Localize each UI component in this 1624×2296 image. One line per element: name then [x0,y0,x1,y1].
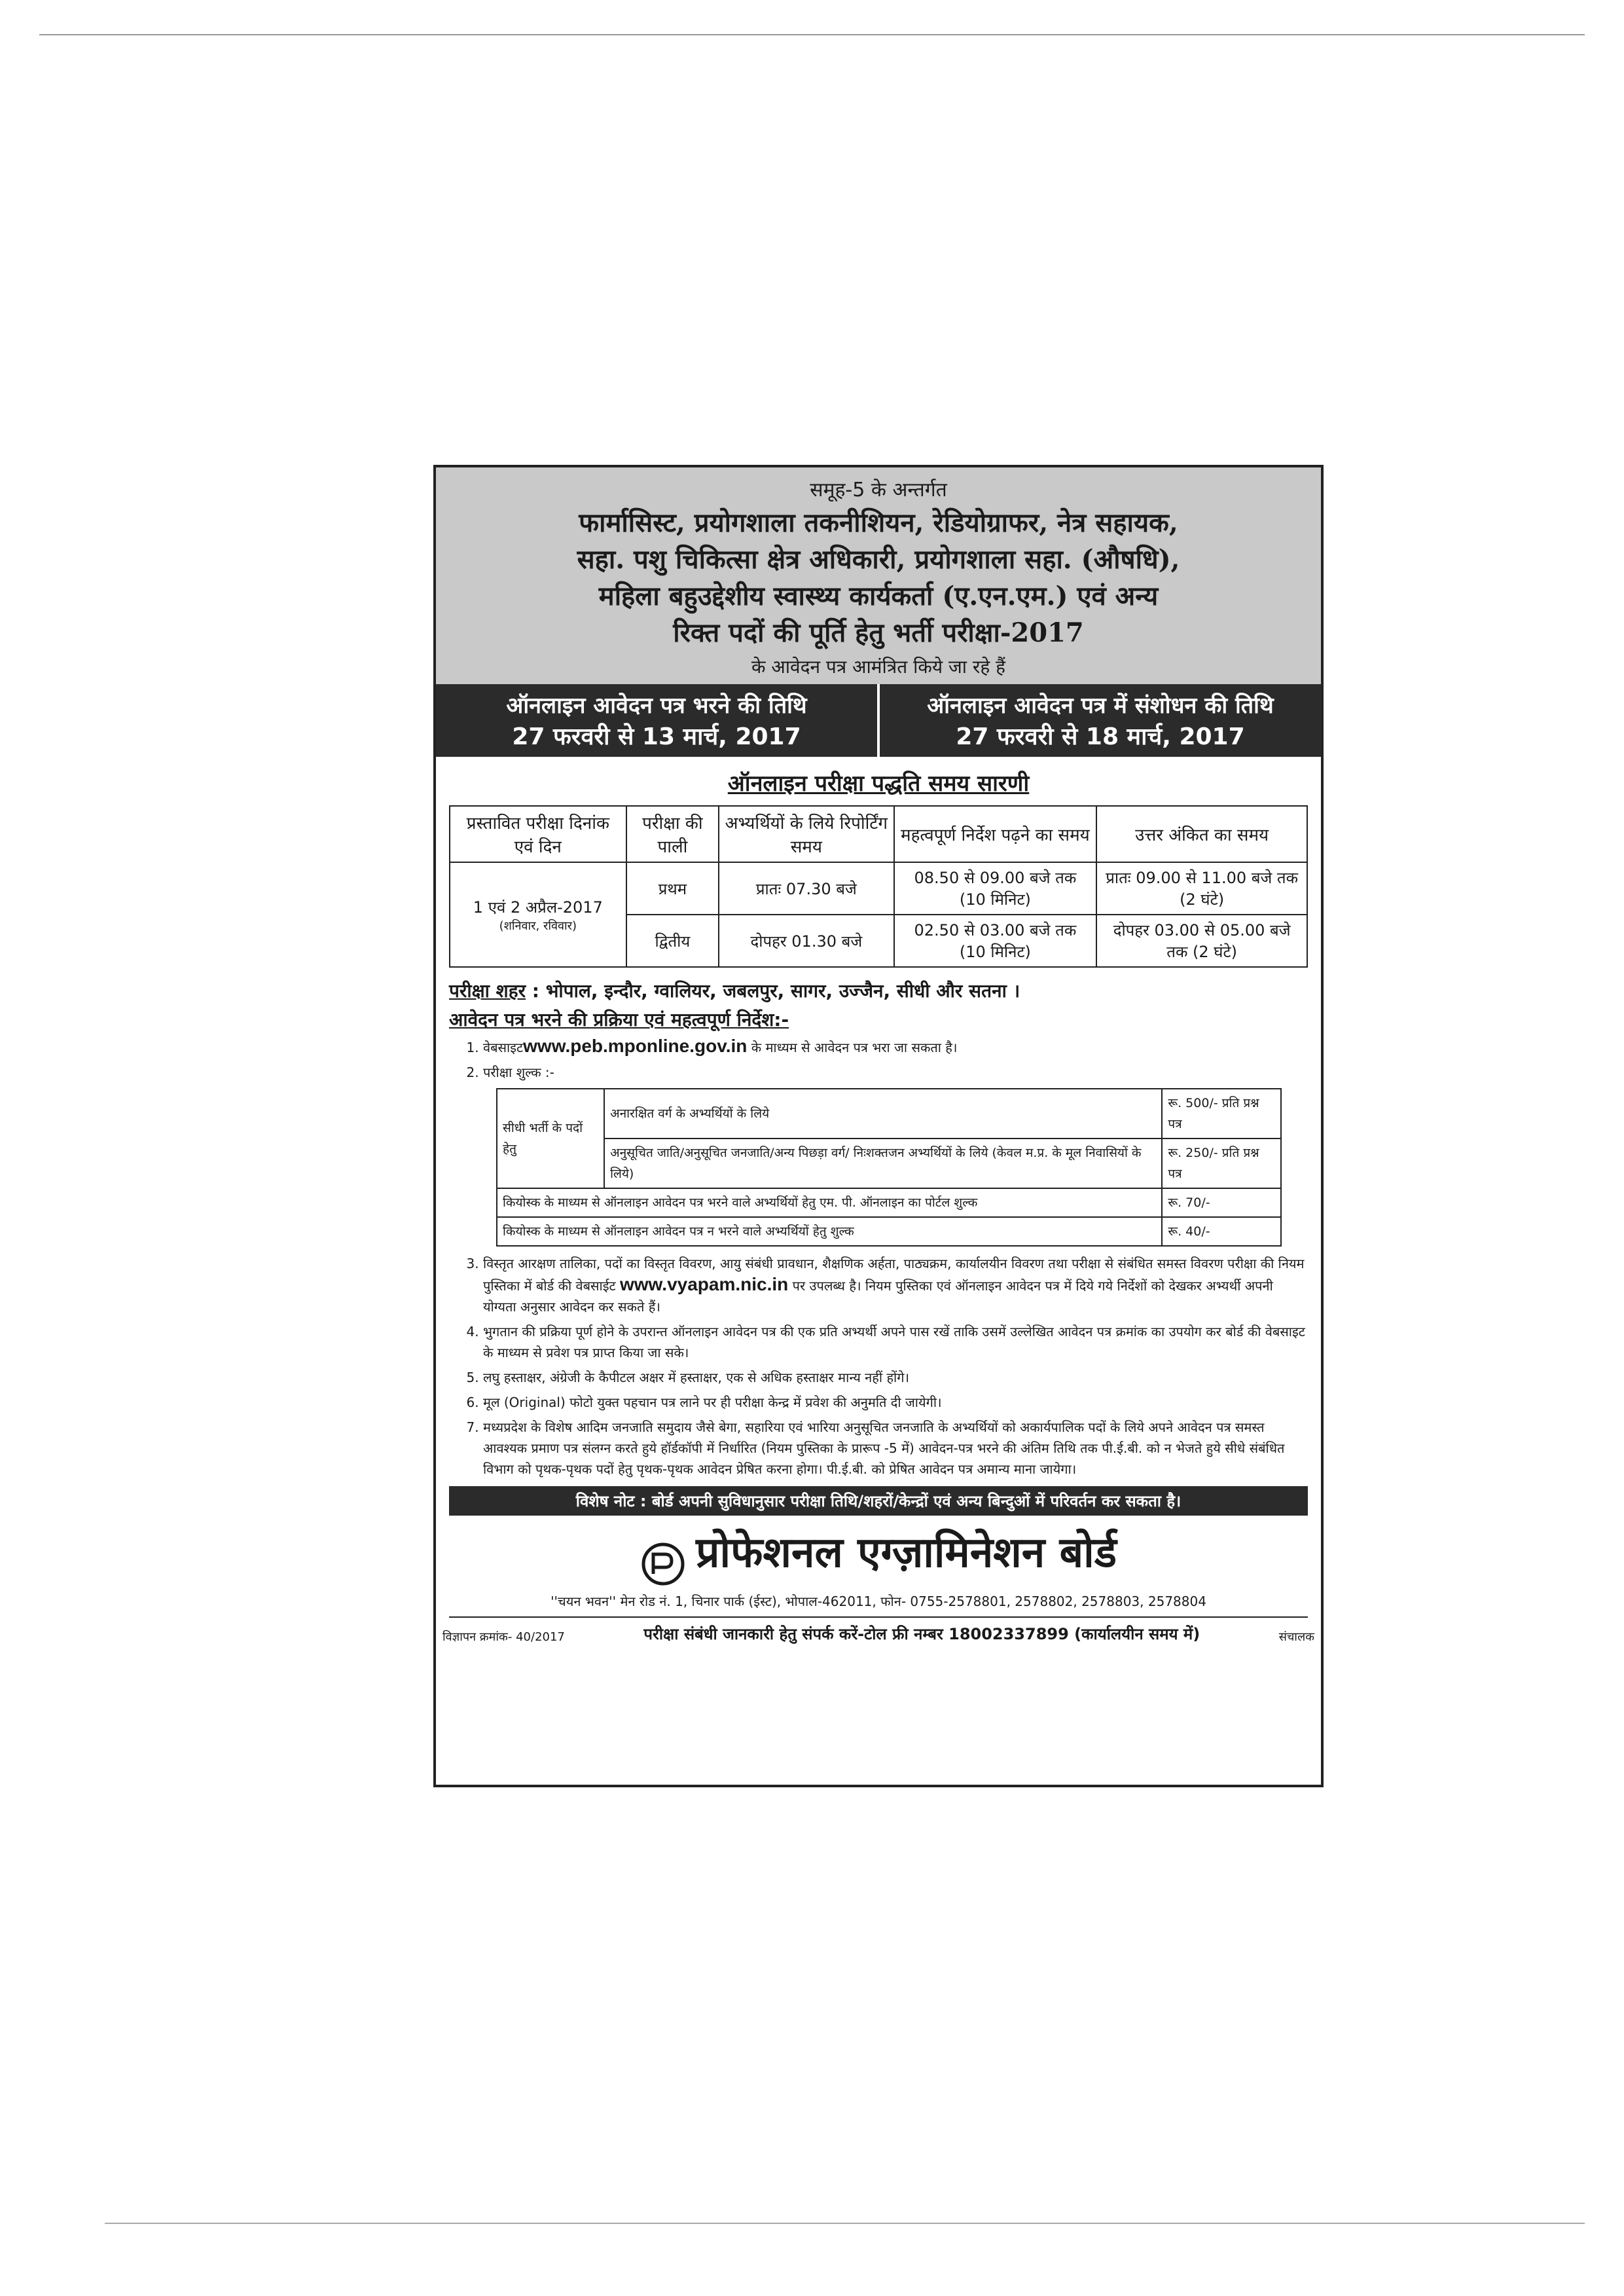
instruction-item: 5. लघु हस्ताक्षर, अंग्रेजी के कैपीटल अक्षर में हस्ताक्षर, एक से अधिक हस्ताक्षर मान्य नहीं होंगे। [483,1367,1308,1388]
apply-label: ऑनलाइन आवेदन पत्र भरने की तिथि [506,693,807,719]
edit-date: 27 फरवरी से 18 मार्च, 2017 [956,723,1245,750]
fee-description: कियोस्क के माध्यम से ऑनलाइन आवेदन पत्र न भरने वाले अभ्यर्थियों हेतु शुल्क [497,1217,1162,1246]
exam-date: 1 एवं 2 अप्रैल-2017 [473,898,603,917]
invite-line: के आवेदन पत्र आमंत्रित किये जा रहे हैं [751,656,1005,678]
special-note: विशेष नोट : बोर्ड अपनी सुविधानुसार परीक्षा तिथि/शहरों/केन्द्रों एवं अन्य बिन्दुओं में परिवर्तन कर सकता है। [449,1486,1308,1516]
instruction-text: वेबसाइट [483,1040,524,1055]
shift: द्वितीय [626,915,719,967]
schedule-header: उत्तर अंकित का समय [1096,806,1307,862]
fee-description: कियोस्क के माध्यम से ऑनलाइन आवेदन पत्र भरने वाले अभ्यर्थियों हेतु एम. पी. ऑनलाइन का पोर्टल शुल्क [497,1188,1162,1217]
fee-amount: रू. 250/- प्रति प्रश्न पत्र [1162,1139,1281,1188]
board-name: प्रोफेशनल एग्ज़ामिनेशन बोर्ड [696,1528,1117,1577]
schedule-header: अभ्यर्थियों के लिये रिपोर्टिंग समय [719,806,893,862]
instruction-text: के माध्यम से आवेदन पत्र भरा जा सकता है। [751,1040,958,1055]
cities-label: परीक्षा शहर [449,980,526,1002]
instruction-item [483,1036,1308,1058]
apply-date: 27 फरवरी से 13 मार्च, 2017 [512,723,801,750]
instruction-text: परीक्षा शुल्क :- [483,1065,554,1080]
fee-table [496,1088,1282,1247]
ad-number: विज्ञापन क्रमांक- 40/2017 [442,1630,565,1644]
instruction-text: पर उपलब्ध है। नियम पुस्तिका एवं ऑनलाइन आवेदन पत्र में दिये गये निर्देशों को देखकर अभ्यर्थी अपनी योग्यता अनुसार आवेदन कर सकते हैं। [483,1278,1273,1315]
group-line: समूह-5 के अन्तर्गत [810,479,947,501]
fee-description: अनुसूचित जाति/अनुसूचित जनजाति/अन्य पिछड़ा वर्ग/ निःशक्तजन अभ्यर्थियों के लिये (केवल म.प्र. के मूल निवासियों के लिये) [604,1139,1162,1188]
instruction-item: 4. भुगतान की प्रक्रिया पूर्ण होने के उपरान्त ऑनलाइन आवेदन पत्र की एक प्रति अभ्यर्थी अपने पास रखें ताकि उसमें उल्लेखित आवेदन पत्र क्रमांक का उपयोग कर बोर्ड की वेबसाइट के माध्यम से प्रवेश पत्र प्राप्त किया जा सके। [483,1321,1308,1363]
board-address: ''चयन भवन'' मेन रोड नं. 1, चिनार पार्क (ईस्ट), भोपाल-462011, फोन- 0755-2578801, 2578802, 2578803, 2578804 [449,1592,1308,1618]
page-bottom-rule [105,2223,1585,2224]
reporting-time: दोपहर 01.30 बजे [719,915,893,967]
instruction-item [483,1062,1308,1247]
schedule-row [450,862,1307,915]
answer-time: दोपहर 03.00 से 05.00 बजे तक (2 घंटे) [1096,915,1307,967]
reporting-time: प्रातः 07.30 बजे [719,862,893,915]
schedule-header: महत्वपूर्ण निर्देश पढ़ने का समय [894,806,1097,862]
instruction-item: 7. मध्यप्रदेश के विशेष आदिम जनजाति समुदाय जैसे बेगा, सहारिया एवं भारिया अनुसूचित जनजाति के अभ्यर्थियों को अकार्यपालिक पदों के लिये अपने आवेदन पत्र समस्त आवश्यक प्रमाण पत्र संलग्न करते हुये हॉर्डकॉपी में निर्धारित (नियम पुस्तिका के प्रारूप -5 में) आवेदन-पत्र भरने की अंतिम तिथि तक पी.ई.बी. को न भेजते हुये सीधे संबंधित विभाग को पृथक-पृथक पदों हेतु पृथक-पृथक आवेदन प्रेषित करना होगा। पी.ई.बी. को प्रेषित आवेदन पत्र अमान्य माना जायेगा। [483,1417,1308,1480]
apply-dates [436,684,877,757]
fee-amount: रू. 500/- प्रति प्रश्न पत्र [1162,1089,1281,1139]
schedule-header: प्रस्तावित परीक्षा दिनांक एवं दिन [450,806,626,862]
instruction-item: 6. मूल (Original) फोटो युक्त पहचान पत्र लाने पर ही परीक्षा केन्द्र में प्रवेश की अनुमति दी जायेगी। [483,1392,1308,1413]
instructions-list [449,1036,1308,1480]
signatory: संचालक [1278,1630,1314,1644]
answer-time: प्रातः 09.00 से 11.00 बजे तक (2 घंटे) [1096,862,1307,915]
exam-days: (शनिवार, रविवार) [499,919,577,933]
peb-url: www.peb.mponline.gov.in [523,1036,748,1056]
title-line: महिला बहुउद्देशीय स्वास्थ्य कार्यकर्ता (ए.एन.एम.) एवं अन्य [598,581,1159,611]
fee-row [497,1217,1281,1246]
schedule-header: परीक्षा की पाली [626,806,719,862]
helpline: परीक्षा संबंधी जानकारी हेतु संपर्क करें-टोल फ्री नम्बर 18002337899 (कार्यालयीन समय में) [643,1624,1200,1643]
bottom-row [442,1623,1314,1645]
ad-header [436,467,1321,684]
edit-label: ऑनलाइन आवेदन पत्र में संशोधन की तिथि [927,693,1274,719]
title-line: रिक्त पदों की पूर्ति हेतु भर्ती परीक्षा-2017 [673,617,1084,648]
title-line: फार्मासिस्ट, प्रयोगशाला तकनीशियन, रेडियोग्राफर, नेत्र सहायक, [579,507,1178,538]
advertisement [433,465,1324,1787]
schedule-header-row [450,806,1307,862]
fee-row [497,1188,1281,1217]
schedule-title: ऑनलाइन परीक्षा पद्धति समय सारणी [727,771,1030,797]
date-band [436,684,1321,757]
board-heading [436,1522,1321,1587]
page-top-rule [39,34,1585,35]
title-line: सहा. पशु चिकित्सा क्षेत्र अधिकारी, प्रयोगशाला सहा. (औषधि), [577,544,1180,575]
vyapam-url: www.vyapam.nic.in [620,1274,789,1294]
fee-row [497,1139,1281,1188]
fee-amount: रू. 40/- [1162,1217,1281,1246]
peb-logo-icon [640,1541,686,1587]
fee-category: सीधी भर्ती के पदों हेतु [497,1089,604,1188]
edit-dates [877,684,1321,757]
footer [436,1522,1321,1645]
shift: प्रथम [626,862,719,915]
instructions-title: आवेदन पत्र भरने की प्रक्रिया एवं महत्वपूर्ण निर्देश:- [449,1009,789,1030]
reading-time: 02.50 से 03.00 बजे तक (10 मिनिट) [894,915,1097,967]
exam-cities [449,978,1308,1003]
fee-amount: रू. 70/- [1162,1188,1281,1217]
instruction-text: विस्तृत आरक्षण तालिका, पदों का विस्तृत विवरण, आयु संबंधी प्रावधान, शैक्षणिक अर्हता, पाठ्यक्रम, कार्यालयीन विवरण तथा परीक्षा से संबंधित समस्त विवरण परीक्षा की नियम पुस्तिका में बोर्ड की वेबसाईट [483,1256,1305,1294]
schedule-table [449,805,1308,968]
fee-row [497,1089,1281,1139]
cities-list: : भोपाल, इन्दौर, ग्वालियर, जबलपुर, सागर, उज्जैन, सीधी और सतना । [532,980,1020,1002]
fee-description: अनारक्षित वर्ग के अभ्यर्थियों के लिये [604,1089,1162,1139]
instruction-item [483,1253,1308,1317]
reading-time: 08.50 से 09.00 बजे तक (10 मिनिट) [894,862,1097,915]
exam-date-cell [450,862,626,967]
